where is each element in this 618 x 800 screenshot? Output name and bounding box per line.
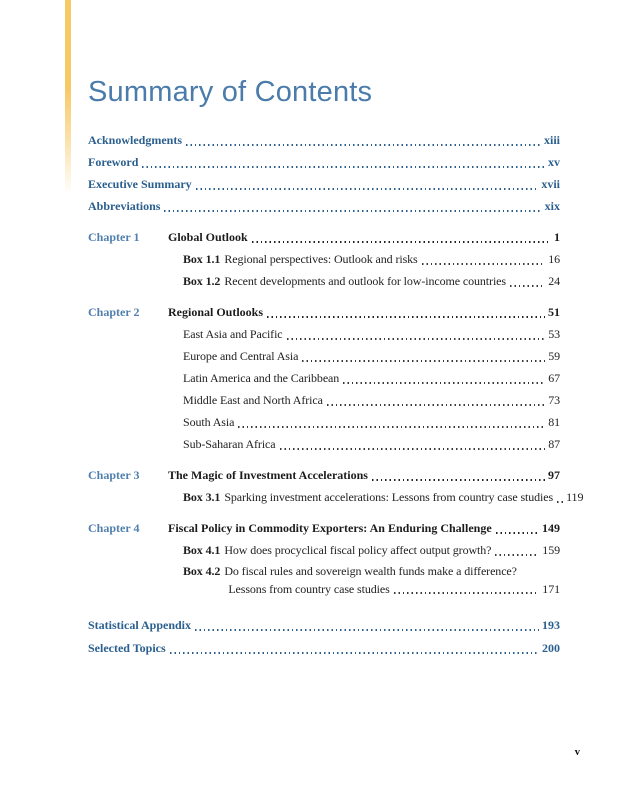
page-ref: 200 [542,641,560,655]
toc-entry-foreword [88,150,560,172]
toc-entry-label: Foreword [88,155,139,169]
box-entry-prefix: Box 4.2 [183,564,221,578]
region-entry-text: East Asia and Pacific [183,327,283,341]
page-ref: 1 [554,230,560,244]
dot-leader [164,210,541,212]
page-ref: 53 [548,327,560,341]
box-entry-text-continuation [228,580,560,598]
region-entry-sub-saharan-africa [183,432,560,454]
chapter-label: Chapter 1 [88,230,140,244]
toc-entry-executive-summary [88,172,560,194]
page-ref: 159 [542,543,560,557]
page-ref: 16 [548,252,560,266]
box-entry-3-1 [183,485,584,507]
box-entry-4-1 [183,538,560,560]
folio-page-number: v [574,747,580,758]
toc-entry-label: Abbreviations [88,199,161,213]
box-entry-text: Sparking investment accelerations: Lessons from country case studies [224,490,554,504]
chapter-label: Chapter 4 [88,521,140,535]
box-entry-text: Do fiscal rules and sovereign wealth funds make a difference? [224,564,517,578]
page-ref: 87 [548,437,560,451]
dot-leader [252,241,551,243]
dot-leader [287,338,546,340]
dot-leader [510,285,545,287]
toc-entry-label: Executive Summary [88,177,192,191]
region-entry-text: South Asia [183,415,235,429]
page-ref: 119 [566,490,584,504]
box-entry-prefix: Box 1.1 [183,252,221,266]
chapter-title: Fiscal Policy in Commodity Exporters: An Enduring Challenge [168,521,492,535]
page-ref: 73 [548,393,560,407]
toc-content [88,0,584,658]
chapter-1-block [88,225,560,291]
dot-leader [142,166,545,168]
page-ref: xix [544,199,560,213]
region-entry-south-asia [183,410,560,432]
page-ref: 24 [548,274,560,288]
dot-leader [496,532,539,534]
page-title: Summary of Contents [88,76,373,108]
page-ref: xiii [543,133,560,147]
chapter-1-entry [88,225,560,247]
chapter-3-block [88,463,584,507]
dot-leader [343,382,545,384]
chapter-label: Chapter 2 [88,305,140,319]
page-ref: 149 [542,521,560,535]
page-ref: 81 [548,415,560,429]
chapter-2-entry [88,300,560,322]
chapter-title: Regional Outlooks [168,305,264,319]
dot-leader [394,592,540,594]
page-ref: 59 [548,349,560,363]
dot-leader [372,479,545,481]
dot-leader [302,360,545,362]
chapter-4-entry [88,516,560,538]
box-entry-prefix: Box 4.1 [183,543,221,557]
toc-entry-selected-topics [88,635,560,658]
toc-entry-acknowledgments [88,128,560,150]
box-entry-text: How does procyclical fiscal policy affect output growth? [224,543,492,557]
toc-entry-label: Acknowledgments [88,133,183,147]
box-entry-text-block [224,562,560,598]
region-entry-text: Middle East and North Africa [183,393,323,407]
chapter-title: The Magic of Investment Accelerations [168,468,368,482]
chapter-2-block [88,300,560,454]
page-ref: 51 [548,305,560,319]
region-entry-text: Europe and Central Asia [183,349,299,363]
toc-entry-label: Selected Topics [88,641,166,655]
box-entry-1-1 [183,247,560,269]
box-entry-text: Recent developments and outlook for low-income countries [224,274,506,288]
dot-leader [238,426,545,428]
dot-leader [327,404,545,406]
region-entry-latin-america [183,366,560,388]
box-entry-text-line2: Lessons from country case studies [228,582,390,596]
region-entry-east-asia [183,322,560,344]
page-ref: 193 [542,618,560,632]
box-entry-prefix: Box 1.2 [183,274,221,288]
box-entry-4-2 [183,562,560,598]
dot-leader [422,263,546,265]
dot-leader [280,448,546,450]
gold-accent-bar [65,0,71,195]
region-entry-text: Latin America and the Caribbean [183,371,340,385]
front-matter-section [88,128,560,216]
dot-leader [186,144,541,146]
chapter-label: Chapter 3 [88,468,140,482]
dot-leader [196,188,539,190]
page-ref: 97 [548,468,560,482]
dot-leader [495,554,539,556]
toc-entry-abbreviations [88,194,560,216]
region-entry-text: Sub-Saharan Africa [183,437,276,451]
box-entry-text: Regional perspectives: Outlook and risks [224,252,418,266]
dot-leader [170,652,539,654]
back-matter-section [88,612,560,658]
dot-leader [557,501,563,503]
dot-leader [267,316,545,318]
chapter-title: Global Outlook [168,230,248,244]
box-entry-1-2 [183,269,560,291]
region-entry-middle-east [183,388,560,410]
page-ref: 67 [548,371,560,385]
box-entry-prefix: Box 3.1 [183,490,221,504]
chapter-3-entry [88,463,560,485]
page-ref: 171 [542,582,560,596]
toc-entry-statistical-appendix [88,612,560,635]
chapter-4-block [88,516,560,598]
dot-leader [195,629,539,631]
page-ref: xvii [541,177,560,191]
toc-entry-label: Statistical Appendix [88,618,192,632]
region-entry-europe-central-asia [183,344,560,366]
page-ref: xv [548,155,560,169]
